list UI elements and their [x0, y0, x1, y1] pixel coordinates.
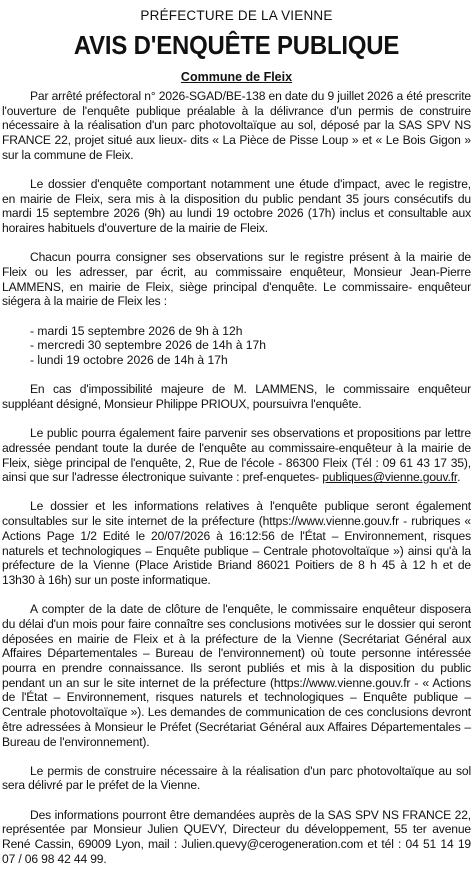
email-link[interactable]: publiques@vienne.gouv.fr	[322, 470, 458, 485]
paragraph-letters-text: Le public pourra également faire parvenir ses observations et propositions par lettre adressée pendant toute la durée de l'enquête au commissaire-enquêteur à la mairie de Fleix, siège principal de l'enquête, 2, Rue de l'école - 86300 Fleix (Tél : 09 61 43 17 35), ainsi que sur l'adresse électronique suivante : pref-enquetes-	[2, 426, 471, 485]
paragraph-replacement: En cas d'impossibilité majeure de M. LAMMENS, le commissaire enquêteur suppléant désigné, Monsieur Philippe PRIOUX, poursuivra l'enquête.	[2, 382, 471, 411]
paragraph-observations: Chacun pourra consigner ses observations sur le registre présent à la mairie de Fleix ou les adresser, par écrit, au commissaire enquêteur, Monsieur Jean-Pierre LAMMENS, en mairie de Fleix, siège principal d'enquête. Le commissaire- enquêteur siégera à la mairie de Fleix les :	[2, 250, 471, 309]
paragraph-decree: Par arrêté préfectoral n° 2026-SGAD/BE-138 en date du 9 juillet 2026 a été prescrite l'ouverture de l'enquête publique préalable à la délivrance d'un permis de construire nécessaire à la réalisation d'un parc photovoltaïque au sol, déposé par la SAS SPV NS FRANCE 22, projet situé aux lieux- dits « La Pièce de Pisse Loup » et « Le Bois Gigon » sur la commune de Fleix.	[2, 89, 471, 162]
commune-heading: Commune de Fleix	[180, 70, 293, 84]
paragraph-letters	[2, 426, 471, 485]
paragraph-conclusions: A compter de la date de clôture de l'enquête, le commissaire enquêteur disposera du délai d'un mois pour faire connaître ses conclusions motivées sur le dossier qui seront déposées en mairie de Fleix et à la préfecture de la Vienne (Secrétariat Général aux Affaires Départementales – Bureau de l'environnement) où toute personne intéressée pourra en prendre connaissance. Ils seront publiés et mis à la disposition du public pendant un an sur le site internet de la préfecture (https://www.vienne.gouv.fr - « Actions de l'État – Environnement, risques naturels et technologiques – Enquête publique – Centrale photovoltaïque »). Les demandes de communication de ces conclusions devront être adressées à Monsieur le Préfet (Secrétariat Général aux Affaires Départementales – Bureau de l'environnement).	[2, 602, 471, 749]
session-item: - mardi 15 septembre 2026 de 9h à 12h	[30, 323, 243, 338]
paragraph-permit: Le permis de construire nécessaire à la réalisation d'un parc photovoltaïque au sol sera délivré par le préfet de la Vienne.	[2, 763, 471, 793]
notice-title: AVIS D'ENQUÊTE PUBLIQUE	[73, 30, 400, 60]
paragraph-contact: Des informations pourront être demandées auprès de la SAS SPV NS FRANCE 22, représentée par Monsieur Julien QUEVY, Directeur du développement, 55 ter avenue René Cassin, 69009 Lyon, mail : Julien.quevy@cerogeneration.com et tél : 04 51 14 19 07 / 06 98 42 44 99.	[2, 807, 471, 866]
paragraph-dossier: Le dossier d'enquête comportant notamment une étude d'impact, avec le registre, en mairie de Fleix, sera mis à la disposition du public pendant 35 jours consécutifs du mardi 15 septembre 2026 (9h) au lundi 19 octobre 2026 (17h) inclus et consultable aux horaires habituels d'ouverture de la mairie de Fleix.	[2, 177, 471, 236]
session-item: - mercredi 30 septembre 2026 de 14h à 17h	[30, 338, 266, 353]
paragraph-website: Le dossier et les informations relatives à l'enquête publique seront également consultables sur le site internet de la préfecture (https://www.vienne.gouv.fr - rubriques « Actions Page 1/2 Edité le 20/07/2026 à 16:12:56 de l'État – Environnement, risques naturels et technologiques – Enquête publique – Centrale photovoltaïque ») ainsi qu'à la préfecture de la Vienne (Place Aristide Briand 86021 Poitiers de 8 h 45 à 12 h et de 13h30 à 16h) sur un poste informatique.	[2, 499, 471, 587]
session-list	[30, 324, 471, 368]
session-item: - lundi 19 octobre 2026 de 14h à 17h	[30, 353, 228, 368]
paragraph-letters-end: .	[457, 470, 461, 485]
prefecture-header: PRÉFECTURE DE LA VIENNE	[140, 8, 333, 23]
